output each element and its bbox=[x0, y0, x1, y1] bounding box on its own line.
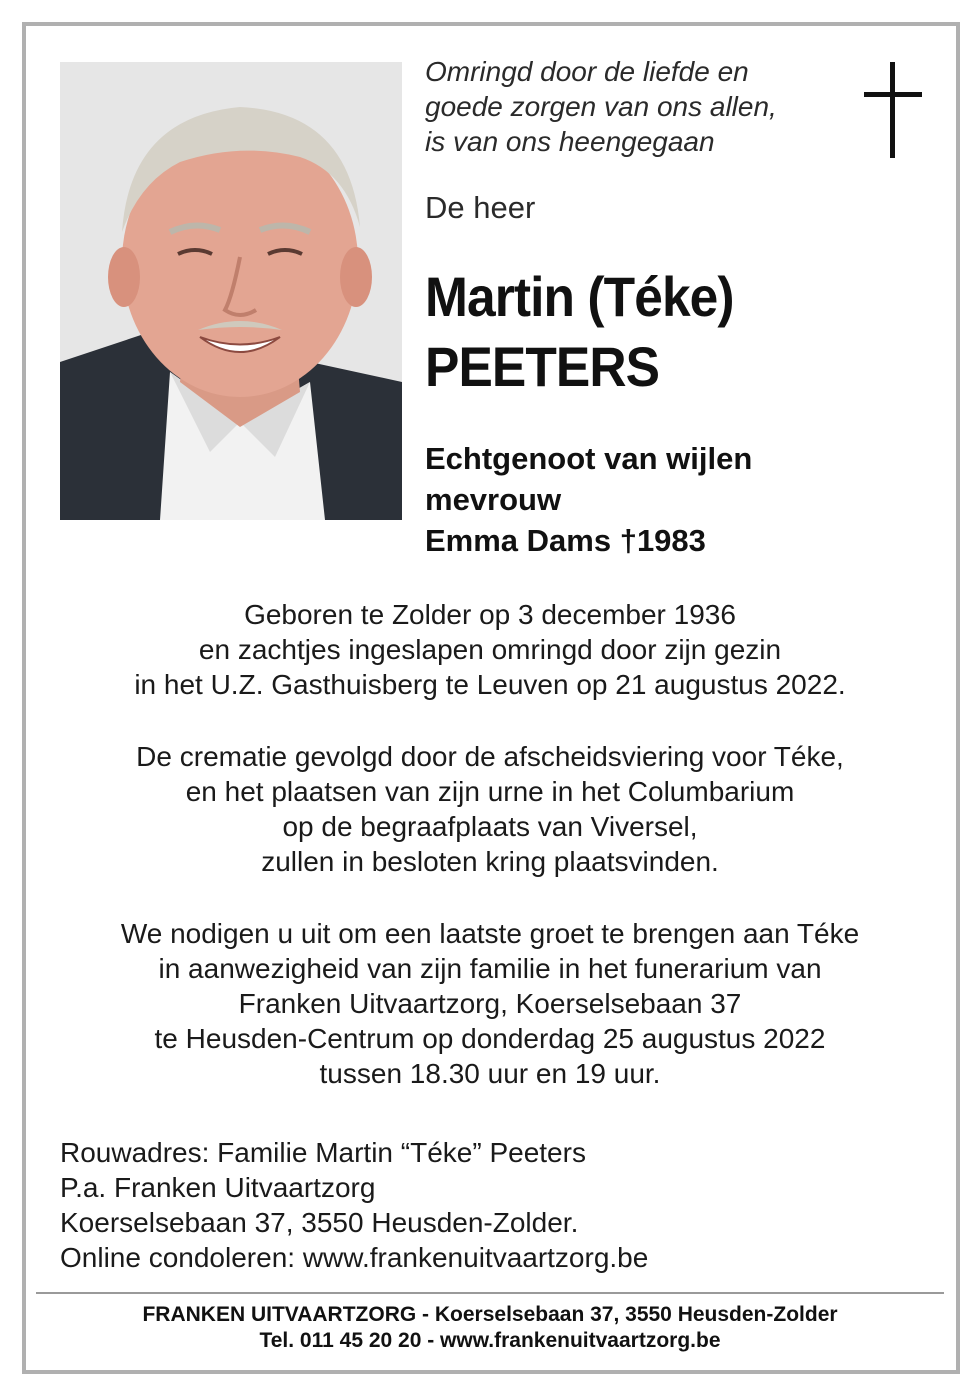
spouse-line: mevrouw bbox=[425, 482, 562, 517]
paragraph-line: in het U.Z. Gasthuisberg te Leuven op 21 augustus 2022. bbox=[134, 669, 846, 700]
paragraph-line: en het plaatsen van zijn urne in het Columbarium bbox=[185, 776, 795, 807]
spouse-line: Echtgenoot van wijlen bbox=[425, 441, 753, 476]
paragraph-line: op de begraafplaats van Viversel, bbox=[282, 811, 698, 842]
intro-line: goede zorgen van ons allen, bbox=[425, 91, 777, 122]
birth-death-paragraph bbox=[40, 597, 940, 702]
intro-line: Omringd door de liefde en bbox=[425, 56, 749, 87]
paragraph-line: Geboren te Zolder op 3 december 1936 bbox=[244, 599, 736, 630]
last-name: PEETERS bbox=[425, 335, 660, 398]
cross-icon bbox=[864, 62, 922, 165]
spouse-info bbox=[425, 438, 752, 561]
invitation-paragraph bbox=[40, 916, 940, 1091]
title-prefix: De heer bbox=[425, 190, 536, 225]
address-line: Koerselsebaan 37, 3550 Heusden-Zolder. bbox=[60, 1207, 579, 1238]
paragraph-line: zullen in besloten kring plaatsvinden. bbox=[261, 846, 719, 877]
portrait-photo bbox=[60, 62, 402, 520]
paragraph-line: tussen 18.30 uur en 19 uur. bbox=[319, 1058, 661, 1089]
deceased-name bbox=[425, 262, 734, 402]
mourning-address bbox=[60, 1135, 648, 1275]
spouse-line: Emma Dams †1983 bbox=[425, 523, 706, 558]
footer-line: FRANKEN UITVAARTZORG - Koerselsebaan 37, 3550 Heusden-Zolder bbox=[142, 1303, 838, 1326]
paragraph-line: te Heusden-Centrum op donderdag 25 augustus 2022 bbox=[154, 1023, 826, 1054]
paragraph-line: in aanwezigheid van zijn familie in het funerarium van bbox=[158, 953, 822, 984]
paragraph-line: De crematie gevolgd door de afscheidsviering voor Téke, bbox=[136, 741, 844, 772]
address-line: Online condoleren: www.frankenuitvaartzorg.be bbox=[60, 1242, 649, 1273]
footer-divider bbox=[36, 1292, 944, 1294]
cremation-paragraph bbox=[40, 739, 940, 879]
funeral-home-footer bbox=[36, 1302, 944, 1354]
paragraph-line: Franken Uitvaartzorg, Koerselsebaan 37 bbox=[238, 988, 742, 1019]
intro-text bbox=[425, 54, 845, 159]
address-line: Rouwadres: Familie Martin “Téke” Peeters bbox=[60, 1137, 586, 1168]
first-name: Martin (Téke) bbox=[425, 265, 734, 328]
paragraph-line: We nodigen u uit om een laatste groet te brengen aan Téke bbox=[120, 918, 860, 949]
intro-line: is van ons heengegaan bbox=[425, 126, 715, 157]
footer-line: Tel. 011 45 20 20 - www.frankenuitvaartzorg.be bbox=[259, 1329, 721, 1352]
address-line: P.a. Franken Uitvaartzorg bbox=[60, 1172, 376, 1203]
paragraph-line: en zachtjes ingeslapen omringd door zijn gezin bbox=[198, 634, 782, 665]
